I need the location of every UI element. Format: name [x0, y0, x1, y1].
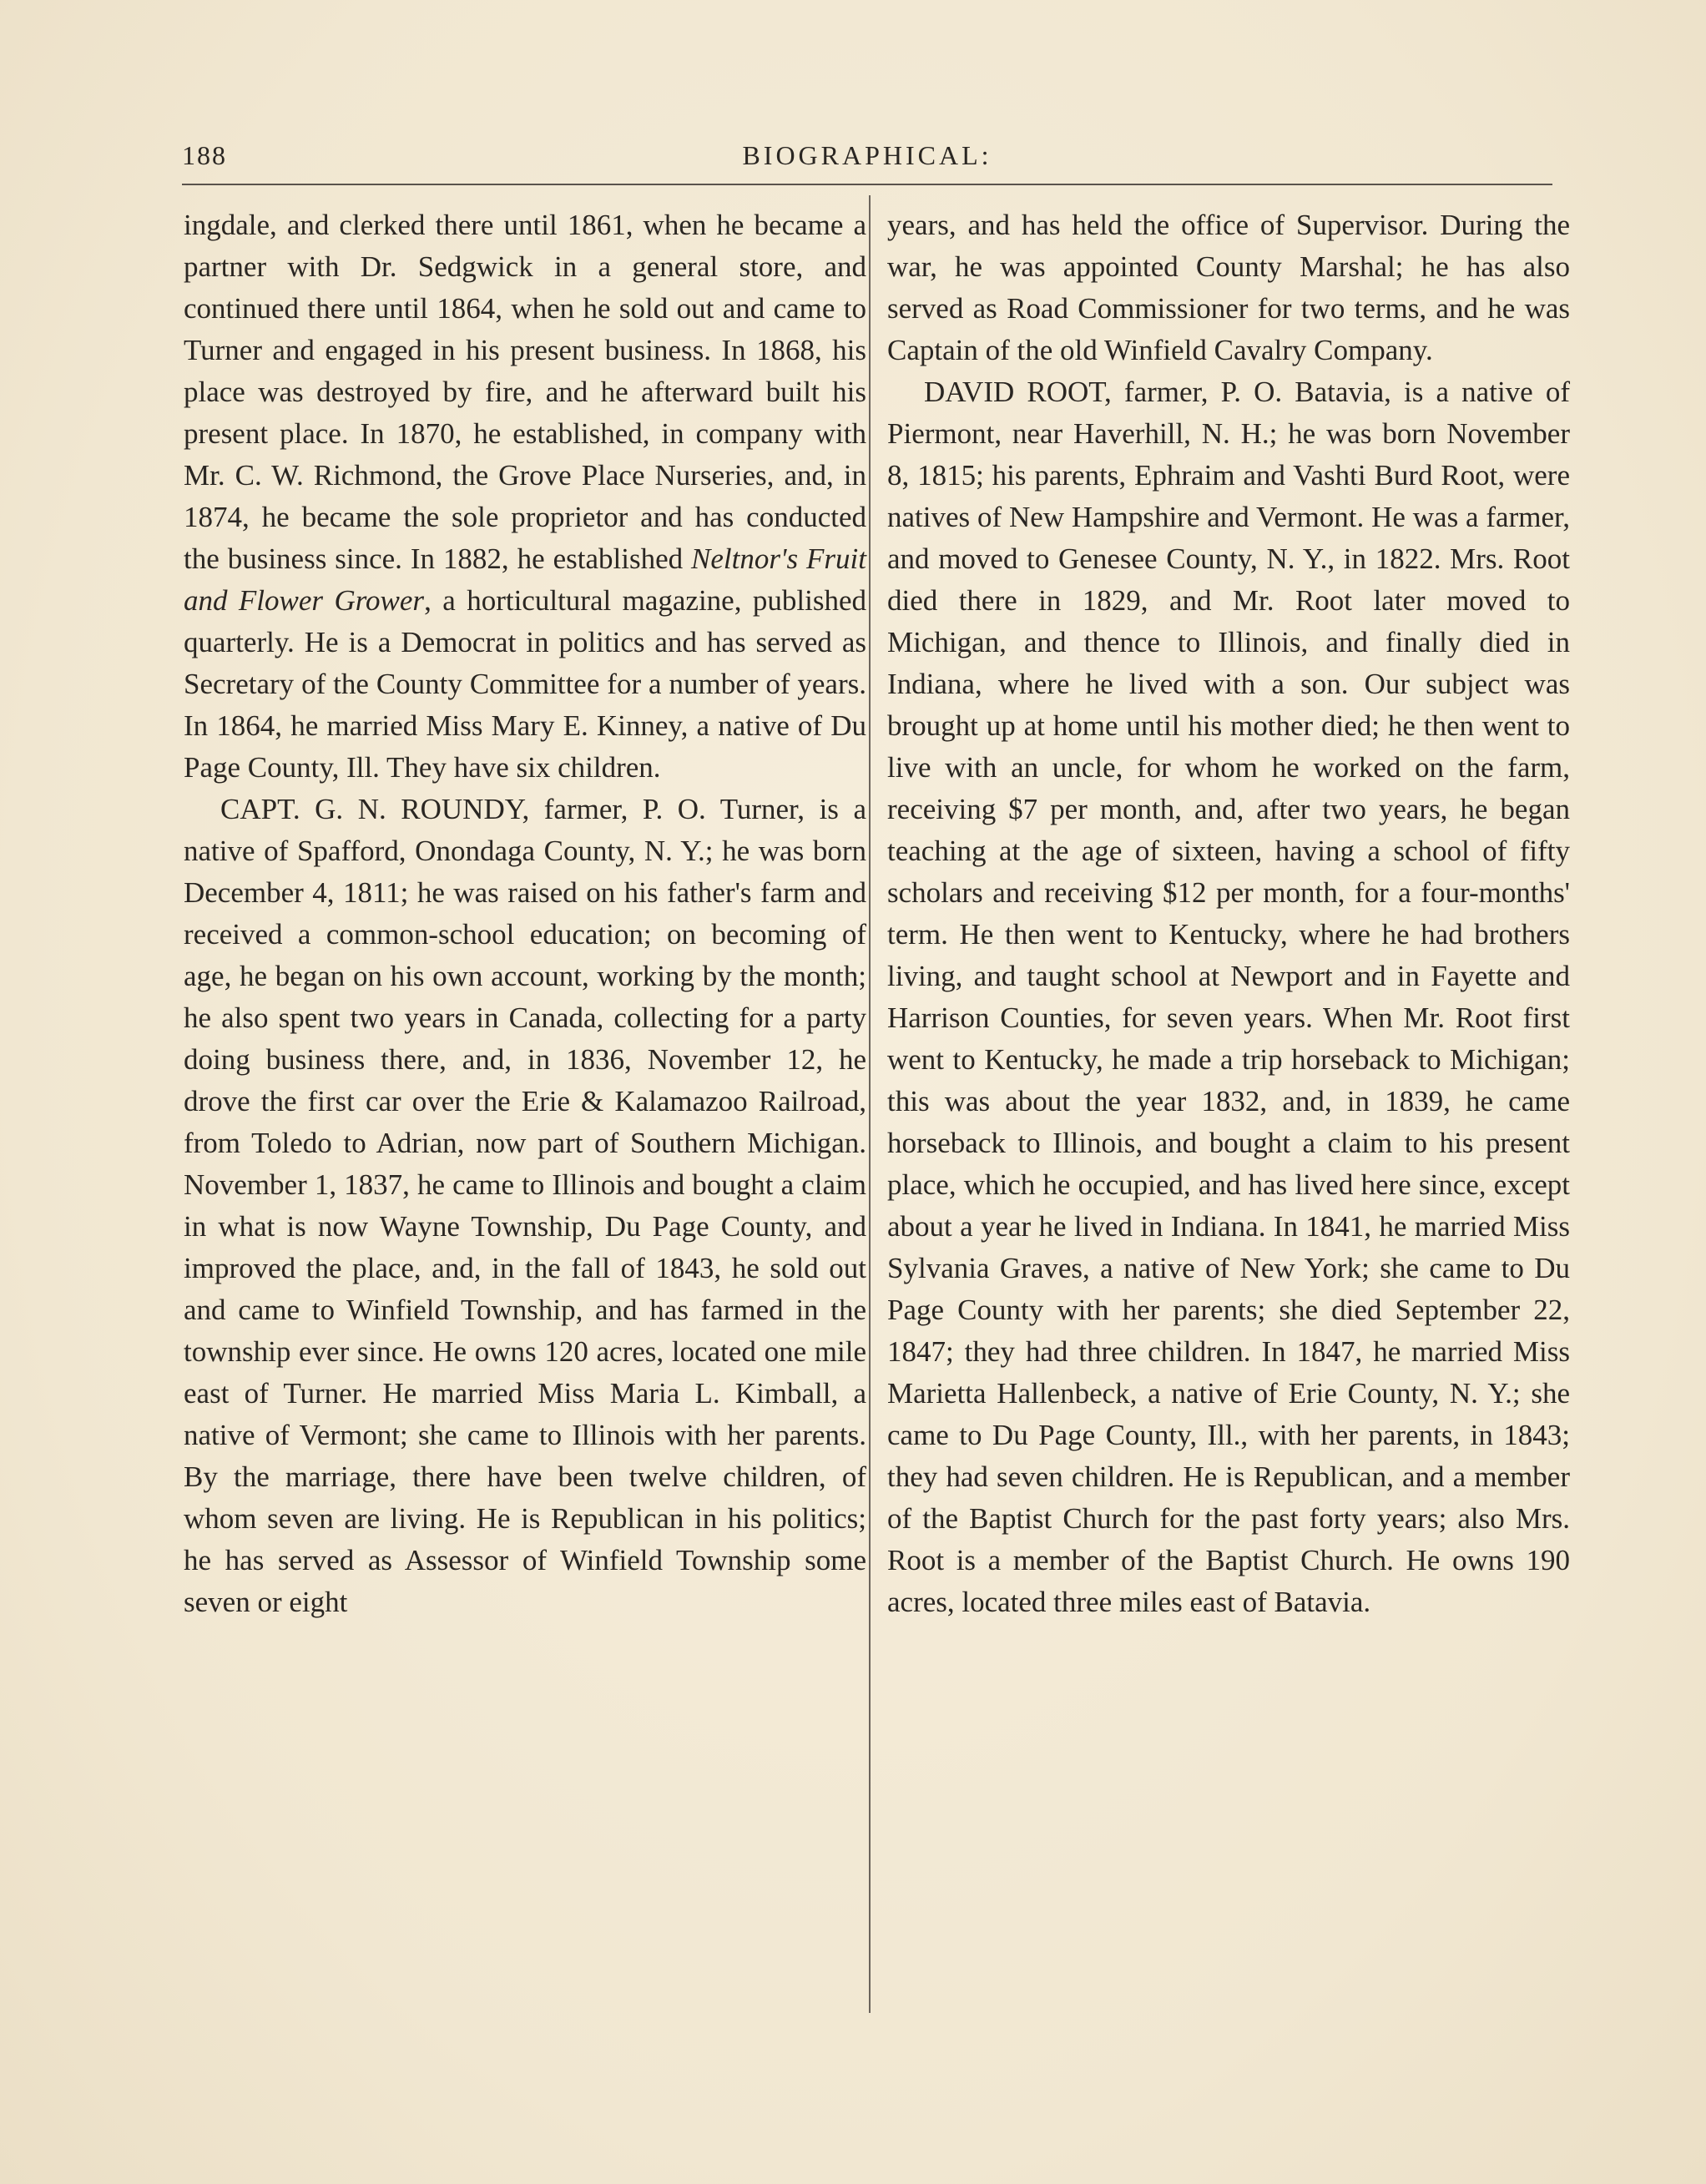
- right-column: [887, 204, 1570, 1623]
- paragraph-roundy: CAPT. G. N. ROUNDY, farmer, P. O. Turner, is a native of Spafford, Onondaga County, N. Y.; he was born December 4, 1811; he was raised on his father's farm and received a common-school education; on becoming of age, he began on his own account, working by the month; he also spent two years in Canada, collecting for a party doing business there, and, in 1836, November 12, he drove the first car over the Erie & Kalamazoo Railroad, from Toledo to Adrian, now part of Southern Michigan. November 1, 1837, he came to Illinois and bought a claim in what is now Wayne Township, Du Page County, and improved the place, and, in the fall of 1843, he sold out and came to Winfield Township, and has farmed in the township ever since. He owns 120 acres, located one mile east of Turner. He married Miss Maria L. Kimball, a native of Vermont; she came to Illinois with her parents. By the marriage, there have been twelve children, of whom seven are living. He is Republican in his politics; he has served as Assessor of Winfield Township some seven or eight: [184, 793, 866, 1618]
- running-head: [182, 140, 1552, 184]
- section-title: BIOGRAPHICAL:: [742, 140, 992, 170]
- column-divider: [869, 195, 871, 2013]
- header-rule: [182, 184, 1552, 185]
- paragraph-neltnor-continued: [184, 204, 866, 789]
- paragraph-text: , a horticultural magazine, published quarterly. He is a Democrat in politics and has served as Secretary of the County Committee for a number of years. In 1864, he married Miss Mary E. Kinney, a native of Du Page County, Ill. They have six children.: [184, 584, 866, 784]
- page-number: 188: [182, 140, 227, 170]
- paragraph-root: DAVID ROOT, farmer, P. O. Batavia, is a native of Piermont, near Haverhill, N. H.; he was born November 8, 1815; his parents, Ephraim and Vashti Burd Root, were natives of New Hampshire and Vermont. He was a farmer, and moved to Genesee County, N. Y., in 1822. Mrs. Root died there in 1829, and Mr. Root later moved to Michigan, and thence to Illinois, and finally died in Indiana, where he lived with a son. Our subject was brought up at home until his mother died; he then went to live with an uncle, for whom he worked on the farm, receiving $7 per month, and, after two years, he began teaching at the age of sixteen, having a school of fifty scholars and receiving $12 per month, for a four-months' term. He then went to Kentucky, where he had brothers living, and taught school at Newport and in Fayette and Harrison Counties, for seven years. When Mr. Root first went to Kentucky, he made a trip horseback to Michigan; this was about the year 1832, and, in 1839, he came horseback to Illinois, and bought a claim to his present place, which he occupied, and has lived here since, except about a year he lived in Indiana. In 1841, he married Miss Sylvania Graves, a native of New York; she came to Du Page County with her parents; she died September 22, 1847; they had three children. In 1847, he married Miss Marietta Hallenbeck, a native of Erie County, N. Y.; she came to Du Page County, Ill., with her parents, in 1843; they had seven children. He is Republican, and a member of the Baptist Church for the past forty years; also Mrs. Root is a member of the Baptist Church. He owns 190 acres, located three miles east of Batavia.: [887, 376, 1570, 1618]
- left-column: [184, 204, 866, 1623]
- magazine-title: Neltnor's Fruit and Flower Grower: [184, 542, 866, 617]
- paragraph-roundy-continued: years, and has held the office of Supervisor. During the war, he was appointed County Marshal; he has also served as Road Commissioner for two terms, and he was Captain of the old Winfield Cavalry Company.: [887, 209, 1570, 366]
- paragraph-text: ingdale, and clerked there until 1861, when he became a partner with Dr. Sedgwick in a general store, and continued there until 1864, when he sold out and came to Turner and engaged in his present business. In 1868, his place was destroyed by fire, and he afterward built his present place. In 1870, he established, in company with Mr. C. W. Richmond, the Grove Place Nurseries, and, in 1874, he became the sole proprietor and has conducted the business since. In 1882, he established: [184, 209, 866, 575]
